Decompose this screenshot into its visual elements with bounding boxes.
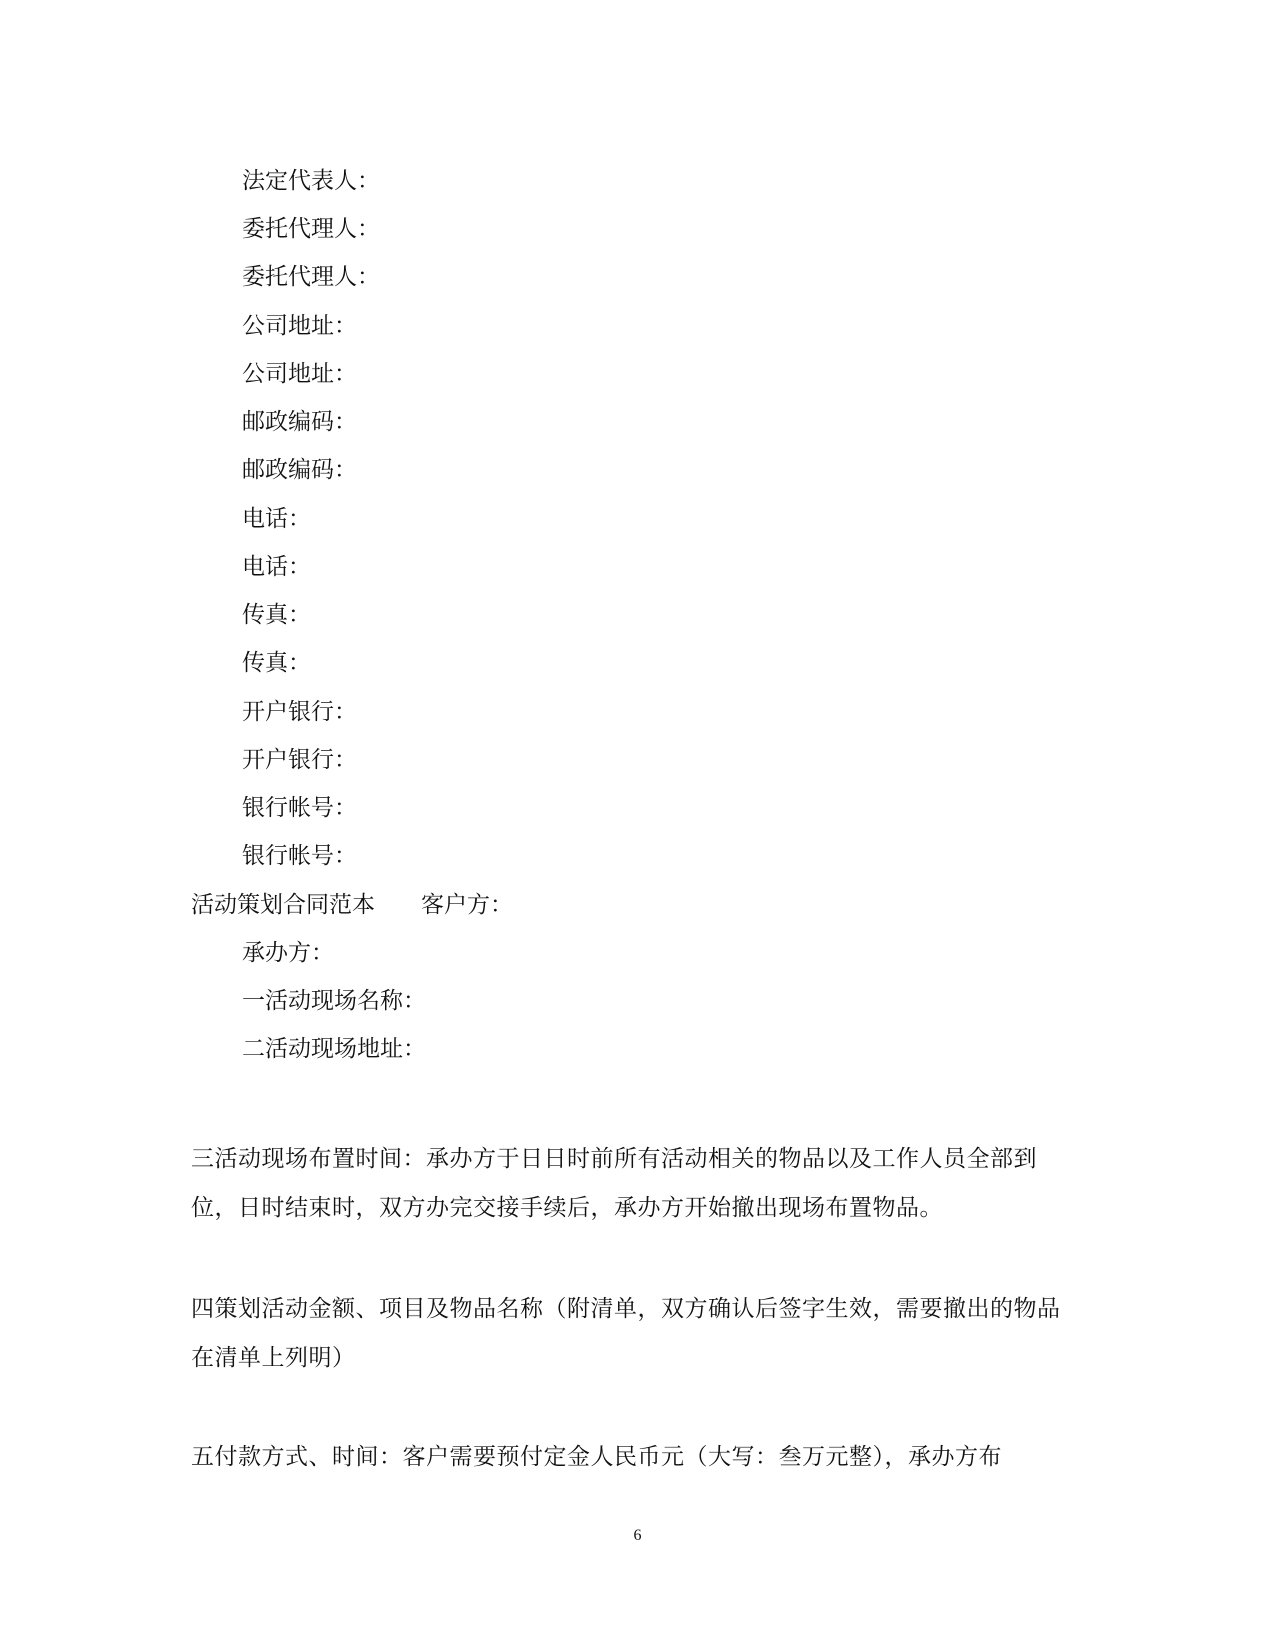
clause-payment: 五付款方式、时间：客户需要预付定金人民币元（大写：叁万元整），承办方布 [191,1444,1002,1470]
field-bank-account: 银行帐号： [242,795,357,821]
field-postal-code: 邮政编码： [242,457,357,483]
field-bank-account: 银行帐号： [242,843,357,869]
field-company-address: 公司地址： [242,361,357,387]
clause-amount-items: 四策划活动金额、项目及物品名称（附清单，双方确认后签字生效，需要撤出的物品在清单上列明） [191,1296,1061,1371]
page-number: 6 [633,1527,642,1544]
field-phone: 电话： [242,554,311,580]
organizer-label: 承办方： [242,940,334,966]
field-fax: 传真： [242,602,311,628]
field-agent: 委托代理人： [242,216,380,242]
field-legal-representative: 法定代表人： [242,168,380,194]
field-bank: 开户银行： [242,747,357,773]
field-agent: 委托代理人： [242,264,380,290]
field-bank: 开户银行： [242,699,357,725]
field-company-address: 公司地址： [242,313,357,339]
field-fax: 传真： [242,650,311,676]
field-phone: 电话： [242,506,311,532]
clause-venue-address: 二活动现场地址： [242,1036,426,1062]
clause-setup-time: 三活动现场布置时间：承办方于日日时前所有活动相关的物品以及工作人员全部到位，日时结束时，双方办完交接手续后，承办方开始撤出现场布置物品。 [191,1146,1037,1221]
client-label: 客户方： [421,892,513,918]
contract-title-line [191,890,513,920]
clause-venue-name: 一活动现场名称： [242,988,426,1014]
contract-title: 活动策划合同范本 [191,892,375,918]
field-postal-code: 邮政编码： [242,409,357,435]
